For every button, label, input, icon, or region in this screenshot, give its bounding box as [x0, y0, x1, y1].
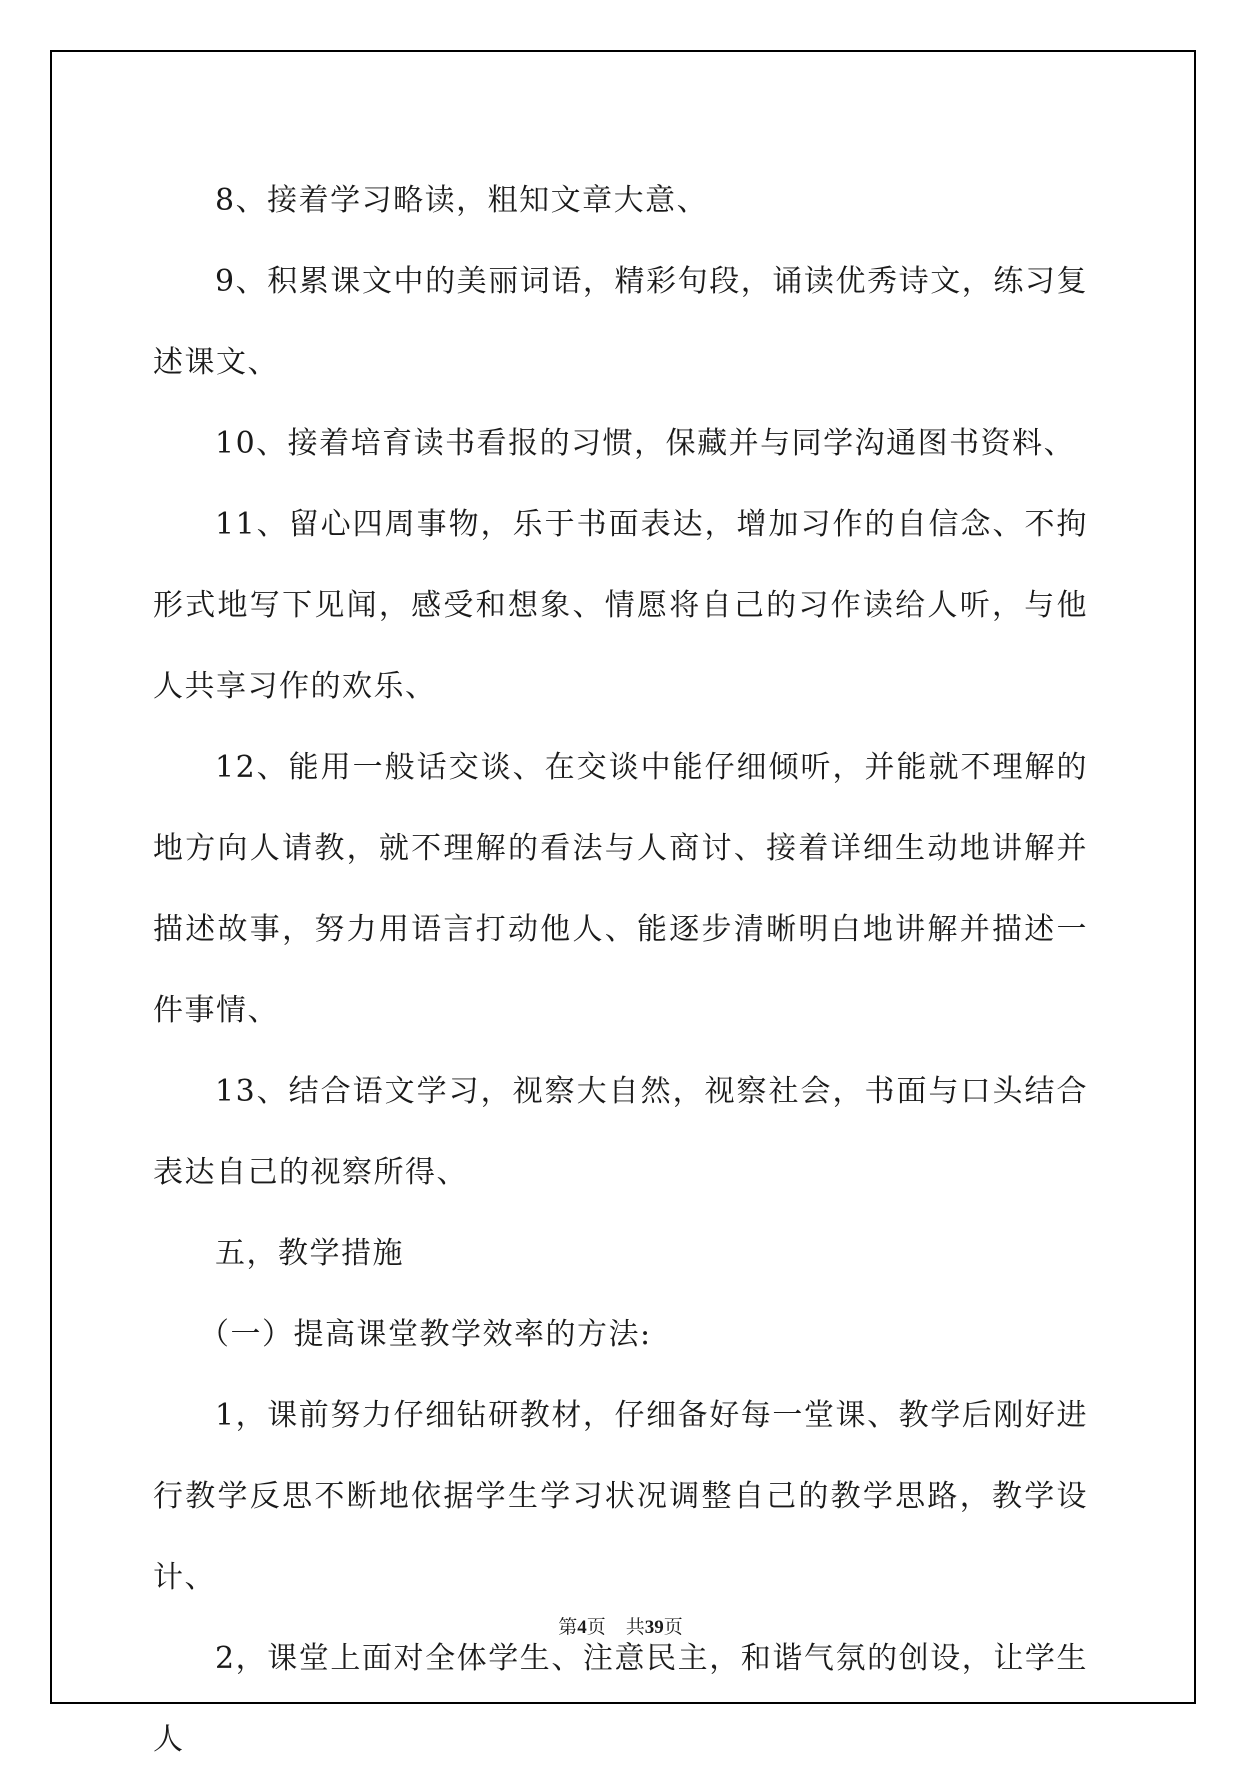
section-heading: 五，教学措施 — [215, 1236, 404, 1271]
footer-page-suffix: 页 — [586, 1616, 606, 1638]
paragraph-item-13: 13、结合语文学习，视察大自然，视察社会，书面与口头结合表达自己的视察所得、 — [153, 1074, 1088, 1190]
current-page-number: 4 — [577, 1617, 587, 1638]
document-body — [153, 160, 1088, 1780]
paragraph-item-12: 12、能用一般话交谈、在交谈中能仔细倾听，并能就不理解的地方向人请教，就不理解的看法与人商讨、接着详细生动地讲解并描述故事，努力用语言打动他人、能逐步清晰明白地讲解并描述一件事情、 — [153, 750, 1088, 1028]
footer-total-prefix: 共 — [625, 1616, 645, 1638]
measure-item-2: 2，课堂上面对全体学生、注意民主，和谐气氛的创设，让学生人 — [153, 1641, 1088, 1757]
paragraph-item-8: 8、接着学习略读，粗知文章大意、 — [215, 183, 709, 218]
footer-total-suffix: 页 — [663, 1616, 683, 1638]
subsection-heading: （一）提高课堂教学效率的方法: — [199, 1317, 652, 1352]
paragraph-item-11: 11、留心四周事物，乐于书面表达，增加习作的自信念、不拘形式地写下见闻，感受和想象、情愿将自己的习作读给人听，与他人共享习作的欢乐、 — [153, 507, 1088, 704]
total-page-number: 39 — [644, 1617, 664, 1638]
paragraph-item-10: 10、接着培育读书看报的习惯，保藏并与同学沟通图书资料、 — [215, 426, 1076, 461]
paragraph-item-9: 9、积累课文中的美丽词语，精彩句段，诵读优秀诗文，练习复述课文、 — [153, 264, 1088, 380]
footer-prefix: 第 — [558, 1616, 578, 1638]
page-footer — [0, 1612, 1241, 1639]
measure-item-1: 1，课前努力仔细钻研教材，仔细备好每一堂课、教学后刚好进行教学反思不断地依据学生学习状况调整自己的教学思路，教学设计、 — [153, 1398, 1088, 1595]
